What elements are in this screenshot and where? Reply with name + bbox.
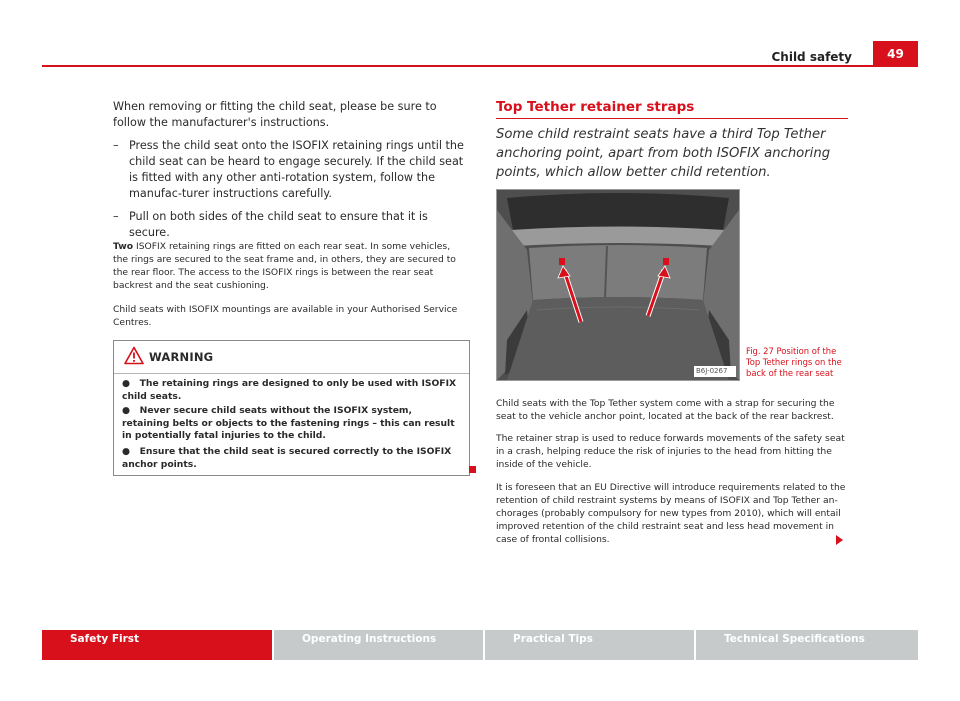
tether-ring-right	[663, 258, 669, 265]
warning-header	[114, 341, 469, 374]
warning-text: Ensure that the child seat is secured correctly to the ISOFIX anchor points.	[122, 446, 452, 470]
body-paragraph: Child seats with the Top Tether system come with a strap for securing the seat to the vehicle anchor point, located at the back of the rear backrest.	[496, 398, 835, 422]
warning-text: Never secure child seats without the ISOFIX system, retaining belts or objects to the fastening rings – this can result in potentially fatal injuries to the child.	[122, 405, 455, 441]
warning-item	[122, 378, 462, 403]
tab-safety-first[interactable]: Safety First	[42, 630, 272, 660]
intro-paragraph: When removing or fitting the child seat, please be sure to follow the manufacturer's instructions.	[113, 100, 437, 129]
tab-operating-instructions[interactable]: Operating Instructions	[274, 630, 483, 660]
bullet: ●	[122, 405, 131, 416]
figure-image	[496, 189, 740, 381]
section-title: Top Tether retainer straps	[496, 99, 695, 115]
figure-code: B6J-0267	[696, 367, 728, 375]
dash-marker: –	[113, 139, 119, 152]
footer-tabs	[42, 630, 918, 660]
warning-item	[122, 446, 462, 471]
warning-item	[122, 405, 462, 443]
service-paragraph: Child seats with ISOFIX mountings are available in your Authorised Service Centres.	[113, 304, 458, 328]
figure-caption: Fig. 27 Position of the Top Tether rings on the back of the rear seat	[746, 346, 842, 378]
step-text: Press the child seat onto the ISOFIX retaining rings until the child seat can be heard to engage securely. If the child seat is fitted with any other anti-rotation system, follow the manufac-turer instructions carefully.	[129, 139, 464, 200]
trunk-illustration	[497, 190, 739, 380]
bullet: ●	[122, 446, 131, 457]
dash-marker: –	[113, 210, 119, 223]
header-rule	[42, 65, 918, 67]
body-paragraph: The retainer strap is used to reduce forwards movements of the safety seat in a crash, helping reduce the risk of injuries to the head from hitting the inside of the vehicle.	[496, 433, 845, 470]
warning-text: The retaining rings are designed to only be used with ISOFIX child seats.	[122, 378, 457, 402]
body-paragraph: It is foreseen that an EU Directive will introduce requirements related to the retention of child restraint systems by means of ISOFIX and Top Tether an-chorages (probably compulsory for new types from 2010), which will entail improved retention of the child restraint seat and less head movement in case of frontal collisions.	[496, 482, 846, 545]
step-text: Pull on both sides of the child seat to ensure that it is secure.	[129, 210, 428, 239]
section-end-marker	[469, 466, 476, 473]
warning-box	[113, 340, 470, 476]
instruction-step	[113, 209, 468, 241]
chapter-title: Child safety	[771, 50, 852, 64]
page-number: 49	[873, 41, 918, 67]
warning-title: WARNING	[149, 350, 214, 364]
emphasis-word: Two	[113, 241, 134, 252]
continue-arrow-icon	[836, 535, 843, 545]
instruction-step	[113, 138, 468, 202]
bullet: ●	[122, 378, 131, 389]
warning-triangle-icon	[124, 346, 144, 365]
isofix-paragraph	[113, 240, 468, 292]
paragraph-text: ISOFIX retaining rings are fitted on each rear seat. In some vehicles, the rings are secured to the seat frame and, in others, they are secured to the rear floor. The access to the ISOFIX rings is between the rear seat backrest and the seat cushioning.	[113, 241, 456, 291]
section-intro: Some child restraint seats have a third Top Tether anchoring point, apart from both ISOFIX anchoring points, which allow better child retention.	[496, 127, 831, 180]
tether-ring-left	[559, 258, 565, 265]
tab-practical-tips[interactable]: Practical Tips	[485, 630, 694, 660]
tab-technical-specifications[interactable]: Technical Specifications	[696, 630, 918, 660]
section-rule	[496, 118, 848, 119]
